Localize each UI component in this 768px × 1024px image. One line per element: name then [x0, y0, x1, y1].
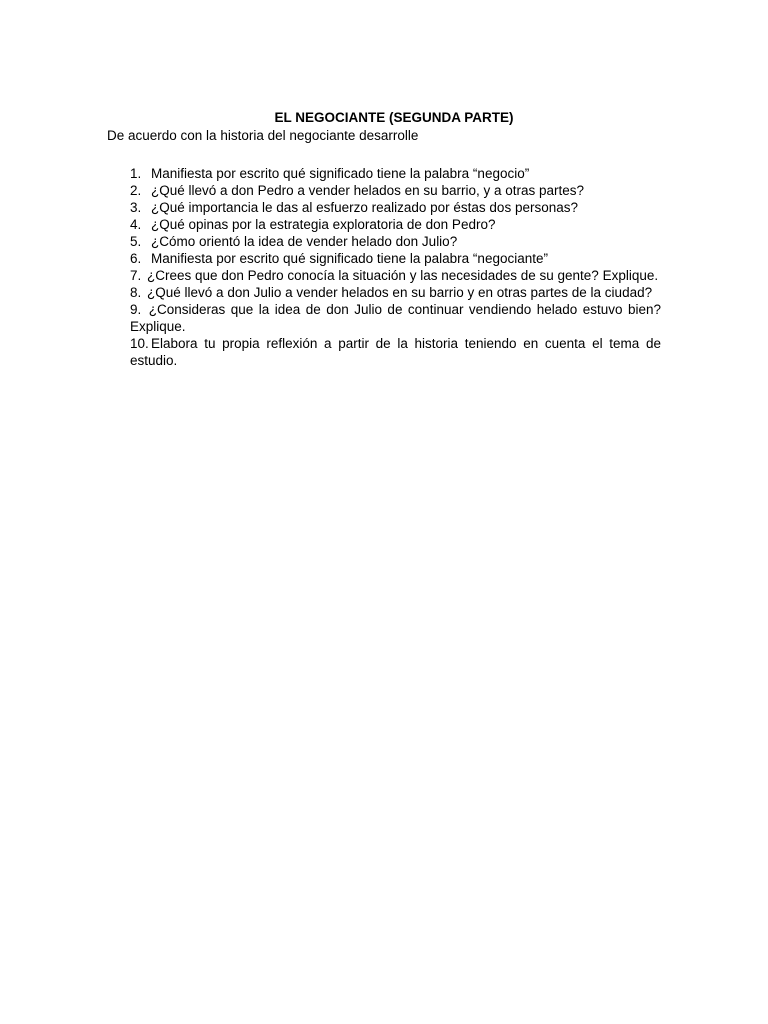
question-number: 4. [130, 217, 142, 232]
question-number: 1. [130, 166, 142, 181]
question-item [130, 233, 661, 250]
question-item [130, 165, 661, 182]
question-number: 8. [130, 285, 142, 300]
question-text: Manifiesta por escrito qué significado tiene la palabra “negocio” [151, 166, 530, 181]
question-text: ¿Consideras que la idea de don Julio de continuar vendiendo helado estuvo bien? Explique. [130, 302, 661, 334]
question-text: Manifiesta por escrito qué significado tiene la palabra “negociante” [151, 251, 548, 266]
question-number: 10. [130, 336, 149, 351]
question-number: 6. [130, 251, 142, 266]
document-intro: De acuerdo con la historia del negociante desarrolle [107, 128, 419, 143]
question-number: 2. [130, 183, 142, 198]
question-text: ¿Qué llevó a don Pedro a vender helados en su barrio, y a otras partes? [151, 183, 585, 198]
question-item [130, 250, 661, 267]
question-item [130, 267, 661, 284]
question-text: ¿Crees que don Pedro conocía la situación y las necesidades de su gente? Explique. [147, 268, 659, 283]
document-title: EL NEGOCIANTE (SEGUNDA PARTE) [274, 110, 514, 125]
question-text: ¿Qué importancia le das al esfuerzo realizado por éstas dos personas? [151, 200, 578, 215]
question-text: ¿Cómo orientó la idea de vender helado don Julio? [151, 234, 458, 249]
question-number: 5. [130, 234, 142, 249]
question-item [130, 199, 661, 216]
question-item [130, 335, 661, 369]
question-number: 9. [130, 302, 142, 317]
question-text: ¿Qué opinas por la estrategia exploratoria de don Pedro? [151, 217, 496, 232]
question-item [130, 284, 661, 301]
question-number: 3. [130, 200, 142, 215]
question-list [130, 165, 661, 369]
question-number: 7. [130, 268, 142, 283]
question-item [130, 182, 661, 199]
question-item [130, 301, 661, 335]
question-text: ¿Qué llevó a don Julio a vender helados en su barrio y en otras partes de la ciudad? [147, 285, 653, 300]
question-text: Elabora tu propia reflexión a partir de la historia teniendo en cuenta el tema de estudio. [130, 336, 661, 368]
question-item [130, 216, 661, 233]
